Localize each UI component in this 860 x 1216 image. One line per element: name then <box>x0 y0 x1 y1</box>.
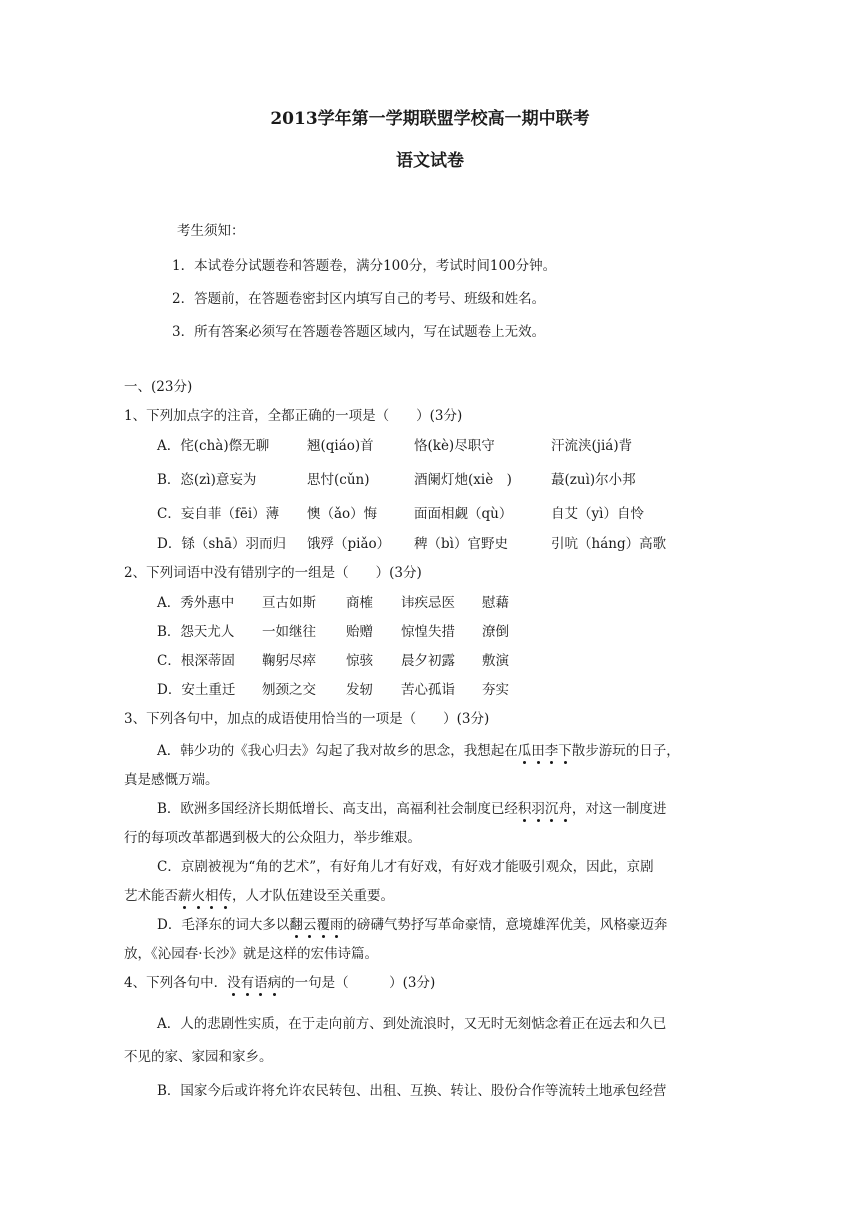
option-cell: 懊（ǎo）悔 <box>307 506 378 522</box>
option-cell: 汗流浃(jiá)背 <box>551 438 633 454</box>
question-3-option-c-line-1: C．京剧被视为“角的艺术”，有好角儿才有好戏，有好戏才能吸引观众，因此，京剧 <box>157 859 654 875</box>
option-cell: 惊惶失措 <box>401 624 455 640</box>
question-3-option-a-line-1 <box>157 742 680 760</box>
option-cell: 翘(qiáo)首 <box>307 438 374 454</box>
option-cell: 贻赠 <box>346 624 373 640</box>
option-cell: 稗（bì）官野史 <box>414 536 508 552</box>
option-cell: 惊骇 <box>346 653 373 669</box>
option-cell: D．铩（shā）羽而归 <box>157 536 286 552</box>
option-cell: 一如继往 <box>262 624 316 640</box>
emphasis-char: 薪 <box>178 888 192 904</box>
emphasis-char: 李 <box>544 743 559 759</box>
option-cell: 亘古如斯 <box>262 595 316 611</box>
question-3-option-d-line-1 <box>157 916 667 934</box>
emphasis-char: 有 <box>240 975 255 991</box>
option-cell: C．妄自菲（fēi）薄 <box>157 506 280 522</box>
question-4-option-a-line-1: A．人的悲剧性实质，在于走向前方、到处流浪时，又无时无刻惦念着正在远去和久已 <box>157 1016 667 1032</box>
option-cell: 酒阑灯灺(xiè ) <box>414 472 512 488</box>
emphasis-char: 翻 <box>289 917 303 933</box>
question-3-option-b-line-2: 行的每项改革都遇到极大的公众阻力，举步维艰。 <box>124 830 421 846</box>
dotted-phrase <box>289 917 343 933</box>
option-text: 艺术能否 <box>124 888 178 904</box>
question-3-option-c-line-2 <box>124 887 394 905</box>
emphasis-char: 火 <box>191 888 205 904</box>
question-4-stem <box>124 974 435 992</box>
option-text: 散步游玩的日子， <box>571 743 680 759</box>
dotted-phrase <box>178 888 232 904</box>
section-1-heading: 一、(23分) <box>124 379 193 395</box>
option-cell: A．秀外惠中 <box>157 595 235 611</box>
stem-text: 4、下列各句中． <box>124 975 228 991</box>
option-text: D．毛泽东的词大多以 <box>157 917 290 933</box>
option-cell: B．恣(zì)意妄为 <box>157 472 257 488</box>
option-text: ，人才队伍建设至关重要。 <box>232 888 394 904</box>
option-cell: 引吭（háng）高歌 <box>551 536 667 552</box>
notice-item-2: 2．答题前，在答题卷密封区内填写自己的考号、班级和姓名。 <box>172 291 546 307</box>
emphasis-char: 雨 <box>329 917 344 933</box>
question-2-stem: 2、下列词语中没有错别字的一组是（ ）(3分) <box>124 565 422 581</box>
emphasis-char: 病 <box>267 975 282 991</box>
option-cell: 慰藉 <box>482 595 509 611</box>
notice-item-3: 3．所有答案必须写在答题卷答题区域内，写在试题卷上无效。 <box>172 324 546 340</box>
stem-text: 的一句是（ ）(3分) <box>281 975 436 991</box>
exam-subtitle: 语文试卷 <box>396 151 464 171</box>
question-4-option-a-line-2: 不见的家、家园和家乡。 <box>124 1049 273 1065</box>
notice-heading: 考生须知： <box>177 223 245 239</box>
emphasis-char: 羽 <box>531 801 545 817</box>
option-cell: 面面相觑（qù） <box>414 506 513 522</box>
emphasis-char: 语 <box>254 975 268 991</box>
question-3-option-d-line-2: 放，《沁园春·长沙》就是这样的宏伟诗篇。 <box>124 946 379 962</box>
emphasis-char: 下 <box>558 743 572 759</box>
option-cell: 潦倒 <box>482 624 509 640</box>
question-1-stem: 1、下列加点字的注音，全都正确的一项是（ ）(3分) <box>124 408 463 424</box>
dotted-phrase <box>227 975 281 991</box>
notice-item-1: 1．本试卷分试题卷和答题卷，满分100分，考试时间100分钟。 <box>172 258 557 274</box>
option-cell: C．根深蒂固 <box>157 653 235 669</box>
question-3-option-b-line-1 <box>157 800 666 818</box>
dotted-phrase <box>518 801 572 817</box>
emphasis-char: 积 <box>517 801 532 817</box>
option-cell: 自艾（yì）自怜 <box>551 506 644 522</box>
emphasis-char: 没 <box>227 975 241 991</box>
option-cell: 恪(kè)尽职守 <box>414 438 495 454</box>
emphasis-char: 瓜 <box>517 743 532 759</box>
option-cell: 讳疾忌医 <box>401 595 455 611</box>
emphasis-char: 传 <box>218 888 232 904</box>
option-cell: 苦心孤诣 <box>401 682 455 698</box>
emphasis-char: 覆 <box>316 917 330 933</box>
option-cell: 蕞(zuì)尔小邦 <box>551 472 636 488</box>
dotted-phrase <box>518 743 572 759</box>
option-cell: 思忖(cǔn) <box>307 472 370 488</box>
emphasis-char: 田 <box>531 743 545 759</box>
emphasis-char: 相 <box>205 888 219 904</box>
question-3-stem: 3、下列各句中，加点的成语使用恰当的一项是（ ）(3分) <box>124 711 490 727</box>
option-cell: D．安土重迁 <box>157 682 236 698</box>
option-cell: B．怨天尤人 <box>157 624 235 640</box>
option-cell: 刎颈之交 <box>262 682 316 698</box>
option-cell: 商榷 <box>346 595 373 611</box>
option-text: B．欧洲多国经济长期低增长、高支出，高福利社会制度已经 <box>157 801 518 817</box>
exam-title: 2013学年第一学期联盟学校高一期中联考 <box>270 109 590 129</box>
question-4-option-b-line-1: B．国家今后或许将允许农民转包、出租、互换、转让、股份合作等流转土地承包经营 <box>157 1083 667 1099</box>
option-cell: 饿殍（piǎo） <box>307 536 391 552</box>
emphasis-char: 舟 <box>558 801 572 817</box>
option-cell: 鞠躬尽瘁 <box>262 653 316 669</box>
option-cell: 夯实 <box>482 682 509 698</box>
option-cell: A．侘(chà)傺无聊 <box>157 438 270 454</box>
option-cell: 晨夕初露 <box>401 653 455 669</box>
option-cell: 敷演 <box>482 653 509 669</box>
emphasis-char: 云 <box>302 917 317 933</box>
option-cell: 发轫 <box>346 682 373 698</box>
option-text: 的磅礴气势抒写革命豪情，意境雄浑优美，风格豪迈奔 <box>343 917 668 933</box>
emphasis-char: 沉 <box>544 801 559 817</box>
question-3-option-a-line-2: 真是感慨万端。 <box>124 772 219 788</box>
option-text: ，对这一制度进 <box>571 801 667 817</box>
option-text: A．韩少功的《我心归去》勾起了我对故乡的思念，我想起在 <box>157 743 518 759</box>
